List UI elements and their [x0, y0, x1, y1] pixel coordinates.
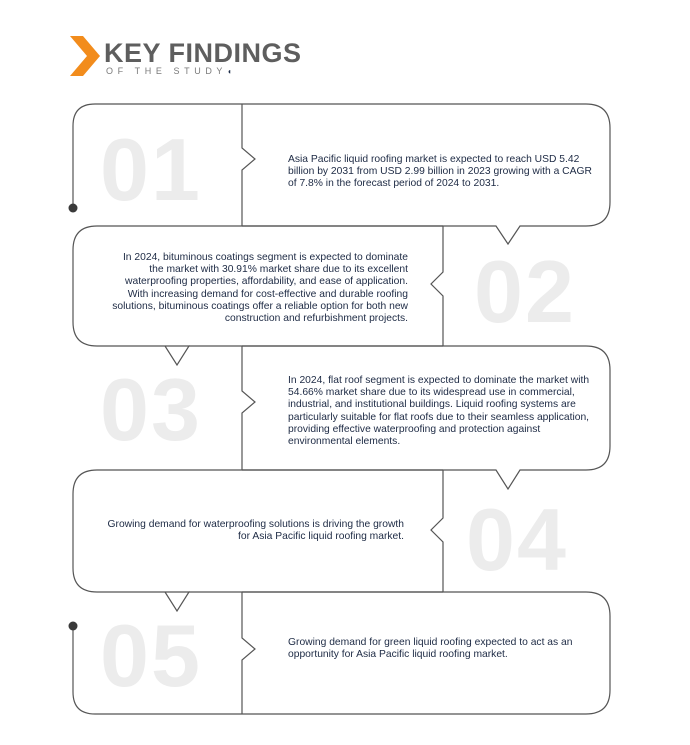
bullet-dot-top: [69, 204, 78, 213]
bullet-dot-bottom: [69, 622, 78, 631]
finding-text: Growing demand for waterproofing solutions is driving the growth for Asia Pacific liquid roofing market.: [107, 519, 404, 543]
page-subtitle: OF THE STUDY◖: [106, 66, 232, 76]
finding-text: In 2024, flat roof segment is expected to dominate the market with 54.66% market share due to its widespread use in commercial, industrial, and institutional buildings. Liquid roofing systems are particularly suitable for flat roofs due to their seamless application, providing effective waterproofing and protection against environmental elements.: [288, 375, 590, 448]
finding-number: 03: [100, 360, 202, 459]
page-title: KEY FINDINGS: [104, 38, 302, 68]
finding-number: 05: [100, 606, 202, 705]
finding-text: Growing demand for green liquid roofing expected to act as an opportunity for Asia Pacific liquid roofing market.: [288, 637, 573, 661]
finding-text: Asia Pacific liquid roofing market is expected to reach USD 5.42 billion by 2031 from USD 2.99 billion in 2023 growing with a CAGR of 7.8% in the forecast period of 2024 to 2031.: [288, 154, 592, 190]
crescent-icon: ◖: [227, 67, 232, 76]
finding-number: 02: [474, 242, 576, 341]
finding-number: 01: [100, 120, 202, 219]
finding-text: In 2024, bituminous coatings segment is expected to dominate the market with 30.91% market share due to its excellent waterproofing properties, affordability, and ease of application. With increasing demand for cost-effective and durable roofing solutions, bituminous coatings offer a reliable option for both new construction and refurbishment projects.: [112, 252, 408, 325]
finding-number: 04: [466, 490, 568, 589]
